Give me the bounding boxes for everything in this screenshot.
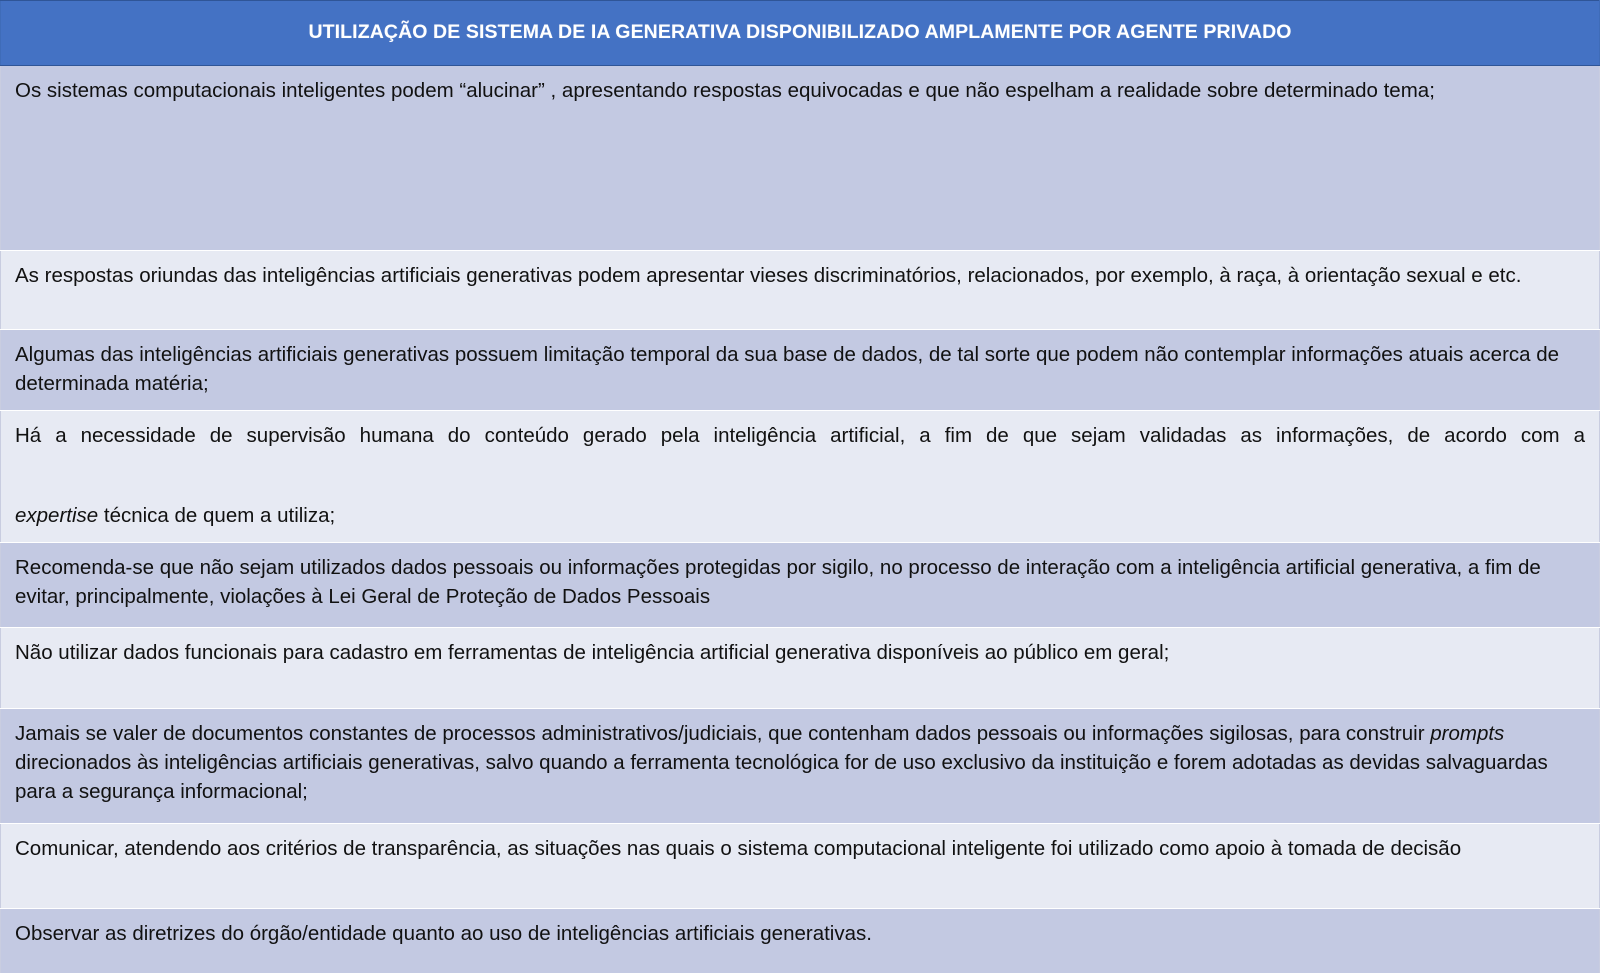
- row-7-text: [15, 719, 1585, 806]
- table-header-row: [1, 1, 1600, 66]
- table-row: [1, 411, 1600, 543]
- table-cell-row-7: [1, 709, 1600, 824]
- table-header-cell: [1, 1, 1600, 66]
- row-6-text: Não utilizar dados funcionais para cadastro em ferramentas de inteligência artificial generativa disponíveis ao público em geral;: [15, 641, 1170, 665]
- row-2-text: As respostas oriundas das inteligências artificiais generativas podem apresentar vieses discriminatórios, relacionados, por exemplo, à raça, à orientação sexual e etc.: [15, 264, 1522, 287]
- table-cell-row-5: [1, 543, 1600, 628]
- table-row: [1, 66, 1600, 251]
- table-cell-row-4: [1, 411, 1600, 543]
- table-cell-row-3: [1, 330, 1600, 411]
- row-4-line-2-rest: técnica de quem a utiliza;: [98, 503, 336, 527]
- table-cell-row-1: [1, 66, 1600, 251]
- table-row: [1, 330, 1600, 411]
- table-row: [1, 543, 1600, 628]
- table-row: [1, 628, 1600, 709]
- table-cell-row-2: [1, 251, 1600, 330]
- row-5-text: Recomenda-se que não sejam utilizados dados pessoais ou informações protegidas por sigilo, no processo de interação com a inteligência artificial generativa, a fim de evitar, principalmente, violações à Lei Geral de Proteção de Dados Pessoais: [15, 556, 1541, 609]
- row-8-text: Comunicar, atendendo aos critérios de transparência, as situações nas quais o sistema computacional inteligente foi utilizado como apoio à tomada de decisão: [15, 837, 1462, 861]
- table-row: [1, 709, 1600, 824]
- row-4-line-2: [15, 501, 1585, 530]
- row-4-line-1: Há a necessidade de supervisão humana do conteúdo gerado pela inteligência artificial, a fim de que sejam validadas as informações, de acordo com a: [15, 424, 1585, 448]
- row-7-italic-term: prompts: [1430, 722, 1505, 746]
- row-9-text: Observar as diretrizes do órgão/entidade quanto ao uso de inteligências artificiais generativas.: [15, 922, 872, 946]
- table-cell-row-8: [1, 824, 1600, 909]
- row-7-part-1: Jamais se valer de documentos constantes de processos administrativos/judiciais, que contenham dados pessoais ou informações sigilosas, para construir: [15, 722, 1431, 746]
- table-row: [1, 824, 1600, 909]
- table-title: UTILIZAÇÃO DE SISTEMA DE IA GENERATIVA DISPONIBILIZADO AMPLAMENTE POR AGENTE PRIVADO: [308, 21, 1292, 44]
- table-cell-row-9: [1, 909, 1600, 974]
- table-row: [1, 251, 1600, 330]
- row-1-text: Os sistemas computacionais inteligentes podem “alucinar” , apresentando respostas equivocadas e que não espelham a realidade sobre determinado tema;: [15, 79, 1435, 102]
- row-3-text: Algumas das inteligências artificiais generativas possuem limitação temporal da sua base de dados, de tal sorte que podem não contemplar informações atuais acerca de determinada matéria;: [15, 343, 1560, 396]
- row-7-part-3: direcionados às inteligências artificiais generativas, salvo quando a ferramenta tecnológica for de uso exclusivo da instituição e forem adotadas as devidas salvaguardas para a segurança informacional;: [15, 751, 1548, 804]
- row-4-italic-term: expertise: [15, 503, 99, 527]
- table-cell-row-6: [1, 628, 1600, 709]
- table-row: [1, 909, 1600, 974]
